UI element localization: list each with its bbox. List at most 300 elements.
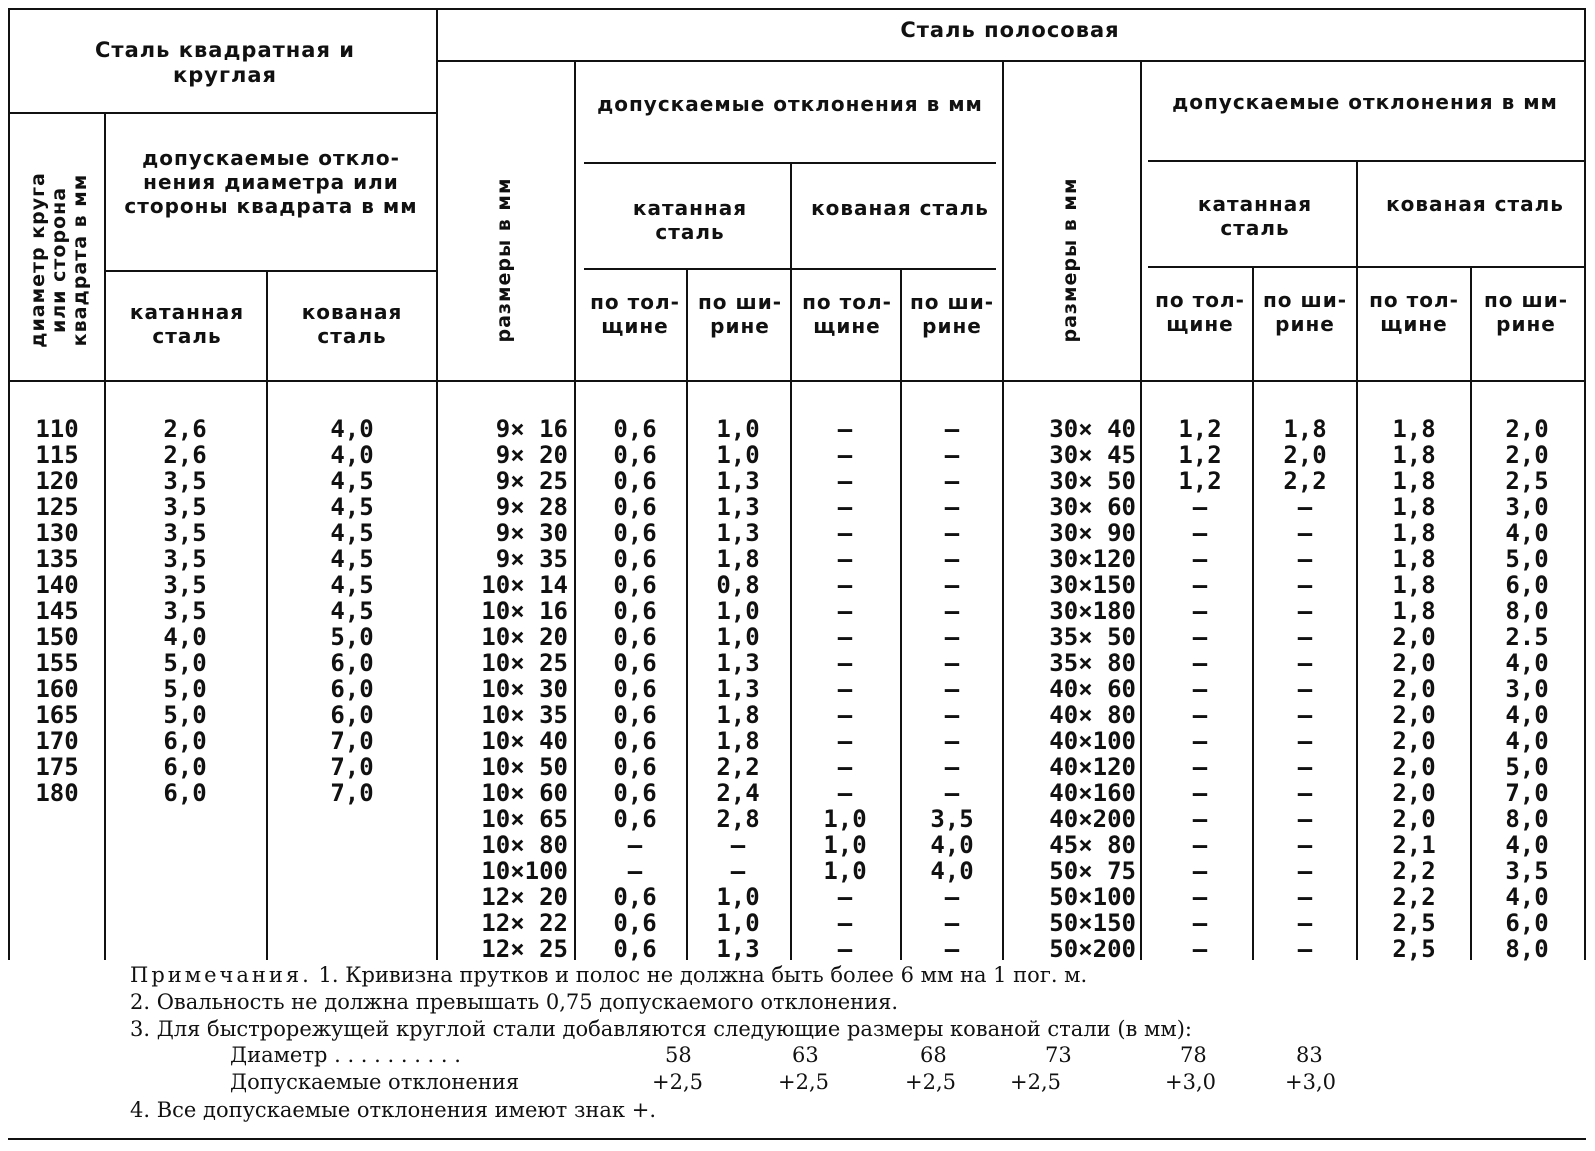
table-cell: 1,0 bbox=[823, 857, 867, 885]
header-square-round: Сталь квадратная и круглая bbox=[95, 38, 355, 87]
table-cell: 4,0 bbox=[330, 415, 374, 443]
header-diameter-side: диаметр круга или сторона квадрата в мм bbox=[27, 172, 91, 348]
table-cell: 0,6 bbox=[613, 779, 657, 807]
table-cell: — bbox=[837, 779, 853, 807]
table-cell: — bbox=[1297, 883, 1313, 911]
table-cell: 6,0 bbox=[1505, 571, 1549, 599]
table-cell: — bbox=[944, 493, 960, 521]
table-cell: 2.5 bbox=[1505, 623, 1549, 651]
table-cell: — bbox=[1297, 857, 1313, 885]
table-cell: — bbox=[1192, 831, 1208, 859]
table-cell: 0,6 bbox=[613, 675, 657, 703]
table-cell: — bbox=[1192, 805, 1208, 833]
table-cell: 1,8 bbox=[716, 701, 760, 729]
table-cell: 1,0 bbox=[716, 883, 760, 911]
table-cell: 0,6 bbox=[613, 909, 657, 937]
table-cell: 10× 30 bbox=[481, 675, 568, 703]
table-cell: 2,0 bbox=[1392, 701, 1436, 729]
table-cell: 120 bbox=[35, 467, 79, 495]
table-cell: 175 bbox=[35, 753, 79, 781]
table-cell: — bbox=[1192, 727, 1208, 755]
table-top-border bbox=[8, 8, 1586, 10]
table-cell: — bbox=[837, 571, 853, 599]
table-cell: 6,0 bbox=[1505, 909, 1549, 937]
divider-left-title bbox=[8, 112, 436, 114]
table-cell: 0,6 bbox=[613, 727, 657, 755]
table-cell: 1,8 bbox=[1392, 597, 1436, 625]
table-cell: 2,0 bbox=[1392, 649, 1436, 677]
table-cell: 3,0 bbox=[1505, 675, 1549, 703]
table-cell: 0,6 bbox=[613, 493, 657, 521]
table-cell: — bbox=[1297, 753, 1313, 781]
table-cell: — bbox=[1192, 779, 1208, 807]
table-cell: 12× 22 bbox=[481, 909, 568, 937]
table-cell: 1,8 bbox=[716, 545, 760, 573]
table-cell: 6,0 bbox=[330, 675, 374, 703]
table-cell: — bbox=[837, 883, 853, 911]
table-cell: — bbox=[944, 935, 960, 963]
table-cell: — bbox=[1192, 623, 1208, 651]
deviation-value: +2,5 bbox=[652, 1070, 703, 1094]
table-right-border bbox=[1584, 8, 1586, 960]
table-cell: 4,5 bbox=[330, 519, 374, 547]
table-cell: 110 bbox=[35, 415, 79, 443]
table-cell: — bbox=[837, 909, 853, 937]
table-cell: 9× 20 bbox=[495, 441, 568, 469]
divider-right-dev bbox=[1140, 60, 1142, 960]
divider-right-sub bbox=[1148, 266, 1584, 268]
table-cell: — bbox=[837, 441, 853, 469]
table-cell: — bbox=[837, 701, 853, 729]
note-4: 4. Все допускаемые отклонения имеют знак +. bbox=[130, 1098, 657, 1122]
header-mid-rolled: катанная сталь bbox=[632, 196, 748, 244]
col-right-forged-width bbox=[1474, 416, 1580, 962]
table-cell: — bbox=[1297, 701, 1313, 729]
table-cell: 12× 20 bbox=[481, 883, 568, 911]
table-cell: 2,0 bbox=[1505, 441, 1549, 469]
table-cell: — bbox=[1192, 935, 1208, 963]
table-cell: 45× 80 bbox=[1049, 831, 1136, 859]
divider-strip-title bbox=[436, 60, 1586, 62]
table-cell: 2,1 bbox=[1392, 831, 1436, 859]
table-cell: 4,0 bbox=[1505, 883, 1549, 911]
table-cell: 9× 16 bbox=[495, 415, 568, 443]
table-cell: 0,8 bbox=[716, 571, 760, 599]
diameter-value: 63 bbox=[792, 1043, 819, 1067]
table-cell: 1,0 bbox=[823, 805, 867, 833]
table-cell: — bbox=[944, 571, 960, 599]
table-cell: 2,2 bbox=[716, 753, 760, 781]
table-cell: 7,0 bbox=[1505, 779, 1549, 807]
table-cell: 145 bbox=[35, 597, 79, 625]
table-cell: 0,6 bbox=[613, 519, 657, 547]
table-cell: 6,0 bbox=[163, 753, 207, 781]
table-cell: — bbox=[944, 441, 960, 469]
header-mid-dev: допускаемые отклонения в мм bbox=[597, 92, 983, 116]
table-cell: 3,5 bbox=[1505, 857, 1549, 885]
table-cell: 40× 80 bbox=[1049, 701, 1136, 729]
table-cell: 0,6 bbox=[613, 441, 657, 469]
header-left-rolled: катанная сталь bbox=[129, 300, 245, 348]
table-cell: 40×120 bbox=[1049, 753, 1136, 781]
table-cell: 10× 16 bbox=[481, 597, 568, 625]
header-mid-forged: кованая сталь bbox=[811, 196, 989, 220]
table-cell: 35× 80 bbox=[1049, 649, 1136, 677]
table-cell: 1,8 bbox=[1392, 415, 1436, 443]
table-cell: 30× 60 bbox=[1049, 493, 1136, 521]
table-cell: 125 bbox=[35, 493, 79, 521]
table-cell: — bbox=[1297, 727, 1313, 755]
table-cell: 40×200 bbox=[1049, 805, 1136, 833]
table-cell: 1,8 bbox=[716, 727, 760, 755]
table-cell: 2,5 bbox=[1505, 467, 1549, 495]
table-cell: 4,0 bbox=[1505, 701, 1549, 729]
table-cell: — bbox=[1192, 649, 1208, 677]
table-cell: 0,6 bbox=[613, 753, 657, 781]
table-cell: — bbox=[837, 935, 853, 963]
table-cell: 4,5 bbox=[330, 571, 374, 599]
table-cell: 0,6 bbox=[613, 623, 657, 651]
table-cell: 1,0 bbox=[716, 909, 760, 937]
table-cell: 3,0 bbox=[1505, 493, 1549, 521]
table-cell: — bbox=[837, 623, 853, 651]
table-cell: — bbox=[837, 675, 853, 703]
table-cell: 4,5 bbox=[330, 467, 374, 495]
table-cell: — bbox=[837, 727, 853, 755]
table-cell: 50× 75 bbox=[1049, 857, 1136, 885]
table-cell: 4,0 bbox=[1505, 649, 1549, 677]
table-cell: 1,3 bbox=[716, 649, 760, 677]
table-cell: 0,6 bbox=[613, 545, 657, 573]
table-cell: 50×200 bbox=[1049, 935, 1136, 963]
table-cell: 140 bbox=[35, 571, 79, 599]
col-left-forged bbox=[292, 416, 412, 806]
table-cell: 6,0 bbox=[163, 779, 207, 807]
table-cell: — bbox=[944, 675, 960, 703]
divider-right-sizes bbox=[1002, 60, 1004, 960]
table-cell: — bbox=[837, 545, 853, 573]
notes-block bbox=[130, 962, 1570, 1043]
table-cell: — bbox=[730, 857, 746, 885]
divider-right-dev-line bbox=[1148, 160, 1584, 162]
diameter-value: 58 bbox=[665, 1043, 692, 1067]
table-cell: 0,6 bbox=[613, 649, 657, 677]
table-cell: — bbox=[1192, 545, 1208, 573]
table-cell: — bbox=[944, 883, 960, 911]
table-cell: — bbox=[837, 649, 853, 677]
table-cell: — bbox=[944, 909, 960, 937]
table-cell: 170 bbox=[35, 727, 79, 755]
table-cell: — bbox=[1297, 909, 1313, 937]
table-cell: — bbox=[944, 701, 960, 729]
deviation-value: +2,5 bbox=[778, 1070, 829, 1094]
table-cell: 2,0 bbox=[1392, 727, 1436, 755]
header-right-forged-thickness: по тол-щине bbox=[1369, 288, 1459, 336]
header-strip: Сталь полосовая bbox=[900, 18, 1120, 42]
col-mid-rolled-thickness bbox=[588, 416, 682, 962]
table-cell: — bbox=[944, 597, 960, 625]
table-cell: 2,0 bbox=[1392, 753, 1436, 781]
table-cell: — bbox=[1297, 649, 1313, 677]
table-cell: 1,3 bbox=[716, 935, 760, 963]
table-cell: — bbox=[1192, 571, 1208, 599]
note-2: 2. Овальность не должна превышать 0,75 допускаемого отклонения. bbox=[130, 990, 899, 1014]
header-right-sizes: размеры в мм bbox=[1059, 177, 1081, 343]
table-cell: — bbox=[837, 597, 853, 625]
table-cell: 10×100 bbox=[481, 857, 568, 885]
diameter-value: 68 bbox=[920, 1043, 947, 1067]
table-cell: 155 bbox=[35, 649, 79, 677]
table-cell: — bbox=[1297, 545, 1313, 573]
table-cell: — bbox=[1297, 779, 1313, 807]
header-mid-rolled-width: по ши-рине bbox=[697, 290, 783, 338]
table-cell: — bbox=[944, 415, 960, 443]
table-cell: 2,2 bbox=[1283, 467, 1327, 495]
col-right-forged-thickness bbox=[1362, 416, 1466, 962]
table-cell: 4,0 bbox=[1505, 831, 1549, 859]
deviation-label: Допускаемые отклонения bbox=[230, 1070, 520, 1094]
table-cell: 8,0 bbox=[1505, 597, 1549, 625]
table-cell: 3,5 bbox=[163, 597, 207, 625]
table-cell: 2,0 bbox=[1392, 675, 1436, 703]
table-cell: 1,0 bbox=[823, 831, 867, 859]
table-cell: 2,4 bbox=[716, 779, 760, 807]
table-cell: 1,8 bbox=[1283, 415, 1327, 443]
table-cell: 12× 25 bbox=[481, 935, 568, 963]
table-cell: 1,3 bbox=[716, 493, 760, 521]
divider-right-forged-tw bbox=[1470, 266, 1472, 960]
table-cell: 115 bbox=[35, 441, 79, 469]
divider-mid-rolled-forged bbox=[790, 162, 792, 960]
table-cell: 1,3 bbox=[716, 519, 760, 547]
divider-diameter-col bbox=[104, 112, 106, 960]
table-cell: 7,0 bbox=[330, 727, 374, 755]
col-mid-forged-thickness bbox=[796, 416, 894, 962]
table-cell: 1,2 bbox=[1178, 441, 1222, 469]
table-cell: 2,2 bbox=[1392, 883, 1436, 911]
table-cell: — bbox=[837, 753, 853, 781]
header-mid-forged-width: по ши-рине bbox=[909, 290, 995, 338]
divider-mid-sizes bbox=[574, 60, 576, 960]
table-cell: — bbox=[1297, 519, 1313, 547]
table-cell: 1,3 bbox=[716, 675, 760, 703]
table-cell: — bbox=[1192, 909, 1208, 937]
divider-left-rolled-forged bbox=[266, 270, 268, 960]
table-cell: 135 bbox=[35, 545, 79, 573]
divider-mid-rolled-tw bbox=[686, 268, 688, 960]
table-cell: 30×180 bbox=[1049, 597, 1136, 625]
table-cell: — bbox=[944, 467, 960, 495]
table-cell: 5,0 bbox=[163, 701, 207, 729]
deviation-value: +2,5 bbox=[905, 1070, 956, 1094]
table-cell: — bbox=[1297, 623, 1313, 651]
table-cell: 1,0 bbox=[716, 597, 760, 625]
table-cell: 3,5 bbox=[163, 545, 207, 573]
table-cell: — bbox=[1192, 857, 1208, 885]
table-cell: — bbox=[1192, 883, 1208, 911]
table-cell: 0,6 bbox=[613, 597, 657, 625]
col-diameter bbox=[14, 416, 100, 806]
table-cell: 50×100 bbox=[1049, 883, 1136, 911]
table-cell: 7,0 bbox=[330, 753, 374, 781]
header-body-separator bbox=[8, 380, 1586, 382]
table-cell: — bbox=[944, 545, 960, 573]
table-cell: 4,5 bbox=[330, 493, 374, 521]
table-cell: 40×100 bbox=[1049, 727, 1136, 755]
table-cell: 50×150 bbox=[1049, 909, 1136, 937]
table-cell: 5,0 bbox=[163, 675, 207, 703]
divider-left-subhead bbox=[104, 270, 436, 272]
table-cell: 40×160 bbox=[1049, 779, 1136, 807]
table-cell: 5,0 bbox=[1505, 545, 1549, 573]
table-cell: — bbox=[1192, 519, 1208, 547]
table-cell: — bbox=[1192, 753, 1208, 781]
table-left-border bbox=[8, 8, 10, 960]
header-right-forged-width: по ши-рине bbox=[1483, 288, 1569, 336]
header-right-dev: допускаемые отклонения в мм bbox=[1172, 90, 1558, 114]
table-cell: 5,0 bbox=[330, 623, 374, 651]
header-right-forged: кованая сталь bbox=[1386, 192, 1564, 216]
table-cell: — bbox=[1192, 493, 1208, 521]
table-cell: — bbox=[944, 727, 960, 755]
table-cell: 8,0 bbox=[1505, 935, 1549, 963]
table-cell: 9× 25 bbox=[495, 467, 568, 495]
table-cell: — bbox=[837, 415, 853, 443]
diameter-label: Диаметр . . . . . . . . . . bbox=[230, 1043, 461, 1067]
divider-right-rolled-tw bbox=[1252, 266, 1254, 960]
table-cell: — bbox=[1297, 493, 1313, 521]
table-cell: 10× 60 bbox=[481, 779, 568, 807]
table-cell: 4,0 bbox=[163, 623, 207, 651]
table-cell: 130 bbox=[35, 519, 79, 547]
table-cell: 0,6 bbox=[613, 701, 657, 729]
table-cell: — bbox=[837, 467, 853, 495]
header-left-forged: кованая сталь bbox=[301, 300, 403, 348]
header-mid-forged-thickness: по тол-щине bbox=[802, 290, 892, 338]
table-cell: 9× 30 bbox=[495, 519, 568, 547]
table-cell: 1,3 bbox=[716, 467, 760, 495]
table-cell: — bbox=[944, 623, 960, 651]
table-cell: 3,5 bbox=[163, 493, 207, 521]
table-cell: 30×120 bbox=[1049, 545, 1136, 573]
table-cell: 3,5 bbox=[163, 571, 207, 599]
note-3: 3. Для быстрорежущей круглой стали добавляются следующие размеры кованой стали (в мм): bbox=[130, 1017, 1192, 1041]
table-cell: 1,8 bbox=[1392, 493, 1436, 521]
table-cell: 0,6 bbox=[613, 415, 657, 443]
col-mid-rolled-width bbox=[692, 416, 784, 962]
table-cell: — bbox=[944, 519, 960, 547]
deviation-value: +3,0 bbox=[1285, 1070, 1336, 1094]
table-cell: 1,8 bbox=[1392, 545, 1436, 573]
table-cell: 0,6 bbox=[613, 805, 657, 833]
table-cell: 4,0 bbox=[1505, 727, 1549, 755]
table-cell: 30× 50 bbox=[1049, 467, 1136, 495]
table-cell: — bbox=[1297, 831, 1313, 859]
table-cell: 3,5 bbox=[163, 519, 207, 547]
table-cell: 1,0 bbox=[716, 623, 760, 651]
deviation-value: +3,0 bbox=[1165, 1070, 1216, 1094]
table-cell: 0,6 bbox=[613, 883, 657, 911]
diameter-value: 78 bbox=[1180, 1043, 1207, 1067]
table-cell: — bbox=[730, 831, 746, 859]
table-cell: 8,0 bbox=[1505, 805, 1549, 833]
table-cell: — bbox=[1297, 935, 1313, 963]
diameter-value: 83 bbox=[1296, 1043, 1323, 1067]
note-1-text: 1. Кривизна прутков и полос не должна быть более 6 мм на 1 пог. м. bbox=[318, 963, 1088, 987]
table-cell: — bbox=[1192, 597, 1208, 625]
table-cell: 9× 28 bbox=[495, 493, 568, 521]
table-cell: 2,0 bbox=[1392, 623, 1436, 651]
table-cell: 1,0 bbox=[716, 415, 760, 443]
table-cell: 1,8 bbox=[1392, 571, 1436, 599]
table-cell: — bbox=[944, 649, 960, 677]
diameter-value: 73 bbox=[1045, 1043, 1072, 1067]
table-cell: 2,2 bbox=[1392, 857, 1436, 885]
table-cell: — bbox=[627, 857, 643, 885]
table-cell: 4,5 bbox=[330, 597, 374, 625]
table-cell: 30× 90 bbox=[1049, 519, 1136, 547]
table-cell: 180 bbox=[35, 779, 79, 807]
table-cell: 6,0 bbox=[330, 649, 374, 677]
header-right-rolled-width: по ши-рине bbox=[1262, 288, 1348, 336]
table-cell: 10× 50 bbox=[481, 753, 568, 781]
table-cell: — bbox=[1297, 597, 1313, 625]
table-bottom-border bbox=[8, 1138, 1586, 1140]
table-cell: — bbox=[837, 519, 853, 547]
table-cell: 4,0 bbox=[930, 831, 974, 859]
table-cell: 30× 45 bbox=[1049, 441, 1136, 469]
header-mid-rolled-thickness: по тол-щине bbox=[590, 290, 680, 338]
table-cell: 10× 25 bbox=[481, 649, 568, 677]
table-cell: 4,0 bbox=[330, 441, 374, 469]
table-cell: 3,5 bbox=[930, 805, 974, 833]
table-cell: 1,8 bbox=[1392, 441, 1436, 469]
table-cell: — bbox=[1192, 701, 1208, 729]
table-cell: — bbox=[1297, 571, 1313, 599]
table-cell: 2,5 bbox=[1392, 935, 1436, 963]
table-cell: 9× 35 bbox=[495, 545, 568, 573]
table-cell: 10× 80 bbox=[481, 831, 568, 859]
col-right-sizes bbox=[1006, 416, 1136, 962]
table-cell: 10× 65 bbox=[481, 805, 568, 833]
table-cell: 7,0 bbox=[330, 779, 374, 807]
table-cell: 2,8 bbox=[716, 805, 760, 833]
header-right-rolled: катанная сталь bbox=[1197, 192, 1313, 240]
table-cell: 10× 35 bbox=[481, 701, 568, 729]
table-cell: 150 bbox=[35, 623, 79, 651]
table-cell: 10× 14 bbox=[481, 571, 568, 599]
table-cell: 1,0 bbox=[716, 441, 760, 469]
deviation-value: +2,5 bbox=[1010, 1070, 1061, 1094]
header-right-rolled-thickness: по тол-щине bbox=[1155, 288, 1245, 336]
divider-left-section bbox=[436, 8, 438, 960]
table-cell: 4,0 bbox=[930, 857, 974, 885]
table-cell: — bbox=[944, 779, 960, 807]
divider-mid-forged-tw bbox=[900, 268, 902, 960]
header-mid-sizes: размеры в мм bbox=[493, 177, 515, 343]
table-cell: — bbox=[944, 753, 960, 781]
table-cell: 1,2 bbox=[1178, 415, 1222, 443]
table-cell: — bbox=[1297, 675, 1313, 703]
table-cell: 4,0 bbox=[1505, 519, 1549, 547]
table-cell: — bbox=[1192, 675, 1208, 703]
col-mid-sizes bbox=[440, 416, 568, 962]
table-cell: 2,0 bbox=[1392, 779, 1436, 807]
col-mid-forged-width bbox=[906, 416, 998, 962]
table-cell: 0,6 bbox=[613, 935, 657, 963]
col-right-rolled-width bbox=[1258, 416, 1352, 962]
table-cell: 5,0 bbox=[1505, 753, 1549, 781]
